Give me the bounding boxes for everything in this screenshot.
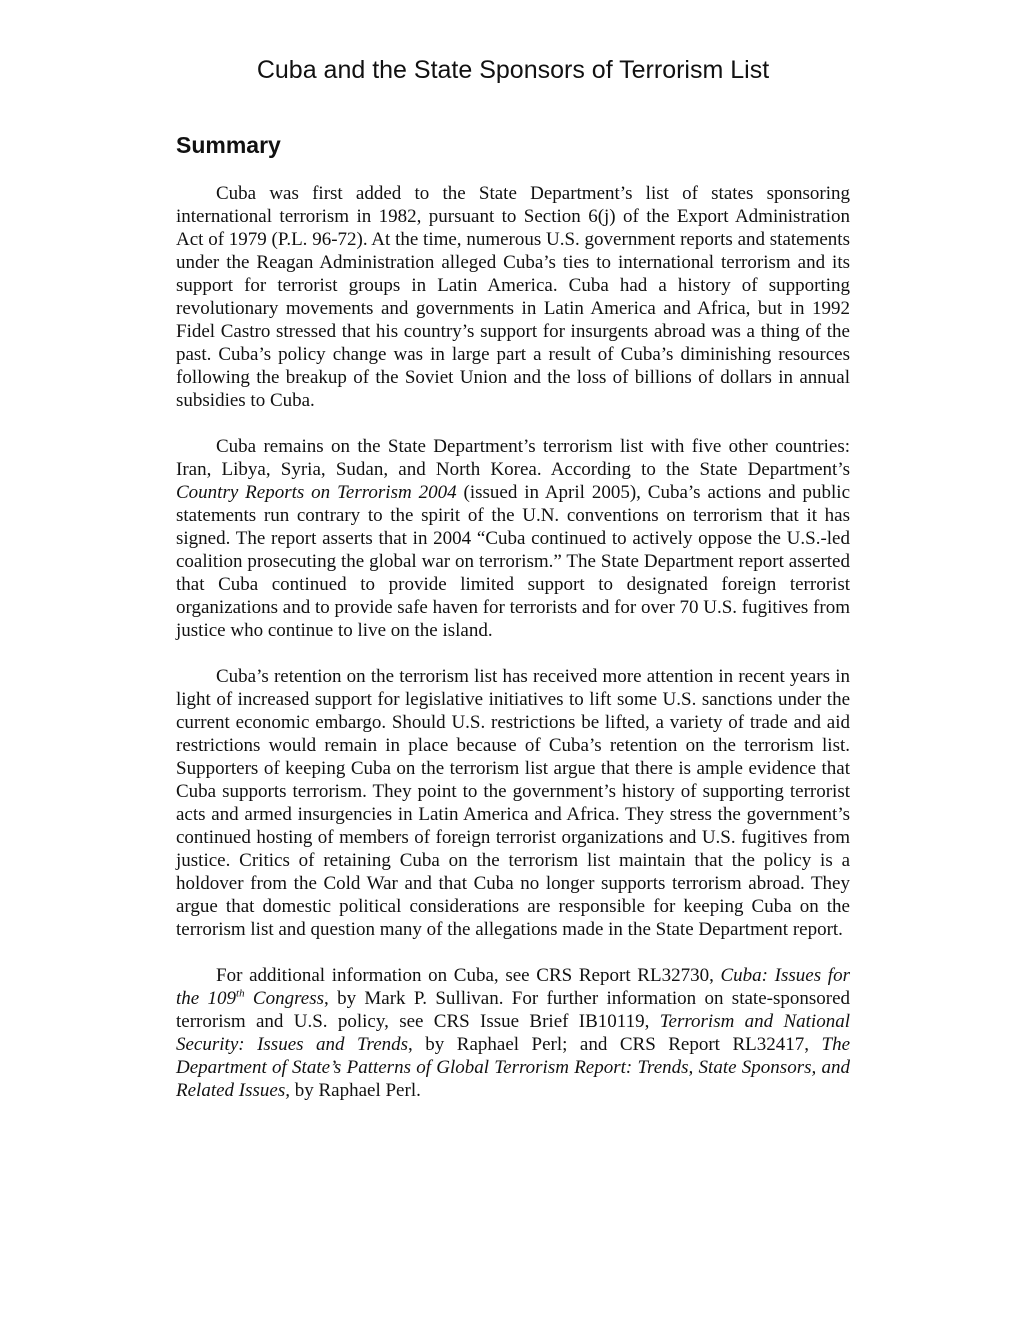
report-title-cuba-issues-a: Cuba: Issues for the 109 [176,965,850,1009]
paragraph-2 [176,435,850,642]
ordinal-superscript: th [236,987,245,1000]
paragraph-4-text-4: by Raphael Perl. [289,1080,421,1101]
paragraph-2-text-2: (issued in April 2005), Cuba’s actions and public statements run contrary to the spirit of the U.N. conventions on terrorism that it has signed. The report asserts that in 2004 “Cuba continued to actively oppose the U.S.-led coalition prosecuting the global war on terrorism.” The State Department report asserted that Cuba continued to provide limited support to designated foreign terrorist organizations and to provide safe haven for terrorists and for over 70 U.S. fugitives from justice who continue to live on the island. [176,482,851,641]
document-body [176,182,850,1102]
paragraph-4-text-1: For additional information on Cuba, see CRS Report RL32730, [216,965,721,986]
paragraph-4-text-2: , by Mark P. Sullivan. For further information on state-sponsored terrorism and U.S. policy, see CRS Issue Brief IB10119, [176,988,850,1032]
paragraph-2-text-1: Cuba remains on the State Department’s terrorism list with five other countries: Iran, Libya, Syria, Sudan, and North Korea. According to the State Department’s [176,436,850,480]
paragraph-4-text-3: , by Raphael Perl; and CRS Report RL32417, [408,1034,822,1055]
paragraph-4 [176,964,850,1102]
report-title-cuba-issues-b: Congress [244,988,324,1009]
report-title-terrorism-security: Terrorism and National Security: Issues and Trends [176,1011,850,1055]
report-title-patterns: The Department of State’s Patterns of Global Terrorism Report: Trends, State Sponsors, and Related Issues, [176,1034,850,1101]
paragraph-1: Cuba was first added to the State Department’s list of states sponsoring international terrorism in 1982, pursuant to Section 6(j) of the Export Administration Act of 1979 (P.L. 96-72). At the time, numerous U.S. government reports and statements under the Reagan Administration alleged Cuba’s ties to international terrorism and its support for terrorist groups in Latin America. Cuba had a history of supporting revolutionary movements and governments in Latin America and Africa, but in 1992 Fidel Castro stressed that his country’s support for insurgents abroad was a thing of the past. Cuba’s policy change was in large part a result of Cuba’s diminishing resources following the breakup of the Soviet Union and the loss of billions of dollars in annual subsidies to Cuba. [176,183,850,411]
paragraph-3: Cuba’s retention on the terrorism list has received more attention in recent years in light of increased support for legislative initiatives to lift some U.S. sanctions under the current economic embargo. Should U.S. restrictions be lifted, a variety of trade and aid restrictions would remain in place because of Cuba’s retention on the terrorism list. Supporters of keeping Cuba on the terrorism list argue that there is ample evidence that Cuba supports terrorism. They point to the government’s history of supporting terrorist acts and armed insurgencies in Latin America and Africa. They stress the government’s continued hosting of members of foreign terrorist organizations and U.S. fugitives from justice. Critics of retaining Cuba on the terrorism list maintain that the policy is a holdover from the Cold War and that Cuba no longer supports terrorism abroad. They argue that domestic political considerations are responsible for keeping Cuba on the terrorism list and question many of the allegations made in the State Department report. [176,666,850,940]
document-title: Cuba and the State Sponsors of Terrorism List [256,56,770,84]
report-title-country-reports: Country Reports on Terrorism 2004 [176,482,457,503]
section-heading: Summary [176,132,281,158]
